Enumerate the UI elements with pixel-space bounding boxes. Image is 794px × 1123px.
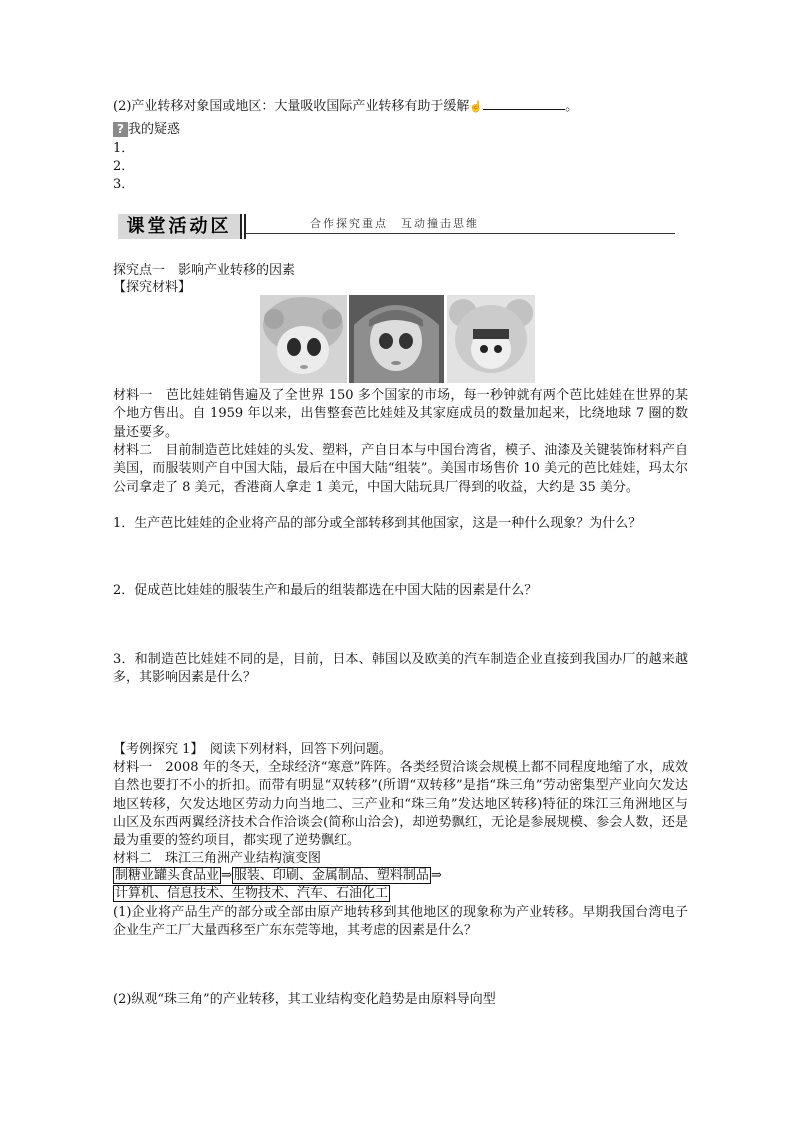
banner-rule bbox=[246, 233, 675, 234]
explore-question-3: 3．和制造芭比娃娃不同的是，目前，日本、韩国以及欧美的汽车制造企业直接到我国办厂的越来越多，其影响因素是什么？ bbox=[113, 652, 688, 686]
doubt-item-3: 3． bbox=[113, 177, 135, 192]
doll-photo-3 bbox=[447, 295, 535, 383]
material-one-text: 材料一 芭比娃娃销售遍及了全世界 150 多个国家的市场，每一秒钟就有两个芭比娃娃在世界的某个地方售出。自 1959 年以来，出售整套芭比娃娃及其家庭成员的数量加起来，比绕地球 7 圈的数量还要多。 bbox=[113, 388, 688, 440]
doubt-item-1: 1． bbox=[113, 141, 135, 156]
industry-chain-row-1 bbox=[113, 867, 442, 885]
question-mark-icon: ? bbox=[113, 122, 128, 137]
answer-blank[interactable] bbox=[483, 97, 565, 110]
doubt-item-2: 2． bbox=[113, 159, 135, 174]
example-heading: 【考例探究 1】 阅读下列材料，回答下列问题。 bbox=[113, 742, 392, 757]
chain-stage-1: 制糖业罐头食品业 bbox=[115, 868, 220, 883]
banner-subtitle: 合作探究重点 互动撞击思维 bbox=[310, 217, 479, 230]
industry-chain-row-2 bbox=[113, 885, 390, 903]
my-doubts-label: 我的疑惑 bbox=[128, 122, 181, 137]
doll-photo-2 bbox=[349, 295, 444, 383]
chain-stage-2: 服装、印刷、金属制品、塑料制品 bbox=[233, 868, 429, 883]
material-label: 【探究材料】 bbox=[113, 280, 192, 295]
example-material-two-title: 材料二 珠江三角洲产业结构演变图 bbox=[113, 851, 322, 866]
example-question-2: (2)纵观“珠三角”的产业转移，其工业结构变化趋势是由原料导向型 bbox=[113, 992, 496, 1007]
doll-photo-1 bbox=[260, 295, 347, 383]
material-two-text: 材料二 目前制造芭比娃娃的头发、塑料，产自日本与中国台湾省，模子、油漆及关键装饰材料产自美国，而服装则产自中国大陆，最后在中国大陆“组装”。美国市场售价 10 美元的芭比娃娃，玛太尔公司拿走了 8 美元，香港商人拿走 1 美元，中国大陆玩具厂得到的收益，大约是 35 美分。 bbox=[113, 443, 688, 495]
banner-bars-icon bbox=[240, 214, 246, 239]
explore-question-2: 2．促成芭比娃娃的服装生产和最后的组装都选在中国大陆的因素是什么？ bbox=[113, 583, 538, 598]
arrow-icon: ⇒ bbox=[221, 868, 232, 883]
period: 。 bbox=[565, 99, 579, 114]
example-question-1: (1)企业将产品生产的部分或全部由原产地转移到其他地区的现象称为产业转移。早期我国台湾电子企业生产工厂大量西移至广东东莞等地，其考虑的因素是什么？ bbox=[113, 905, 688, 939]
pointer-glyph-icon: ☝ bbox=[469, 100, 484, 113]
arrow-icon: ⇒ bbox=[430, 868, 442, 883]
explore-question-1: 1．生产芭比娃娃的企业将产品的部分或全部转移到其他国家，这是一种什么现象？为什么？ bbox=[113, 516, 642, 531]
chain-stage-3: 计算机、信息技术、生物技术、汽车、石油化工 bbox=[115, 886, 389, 901]
my-doubts-row bbox=[113, 121, 180, 139]
example-material-one: 材料一 2008 年的冬天，全球经济“寒意”阵阵。各类经贸洽谈会规模上都不同程度地缩了水，成效自然也要打不小的折扣。而带有明显“双转移”(所谓“双转移”是指“珠三角”劳动密集型产业向欠发达地区转移，欠发达地区劳动力向当地二、三产业和“珠三角”发达地区转移)特征的珠江三角洲地区与山区及东西两翼经济技术合作洽谈会(简称山洽会)，却逆势飘红，无论是参展规模、参会人数，还是最为重要的签约项目，都实现了逆势飘红。 bbox=[113, 760, 688, 849]
banner-title: 课堂活动区 bbox=[118, 214, 240, 239]
explore-heading: 探究点一 影响产业转移的因素 bbox=[113, 263, 296, 278]
question-line-2 bbox=[113, 97, 578, 116]
question-text: (2)产业转移对象国或地区：大量吸收国际产业转移有助于缓解 bbox=[113, 99, 470, 114]
